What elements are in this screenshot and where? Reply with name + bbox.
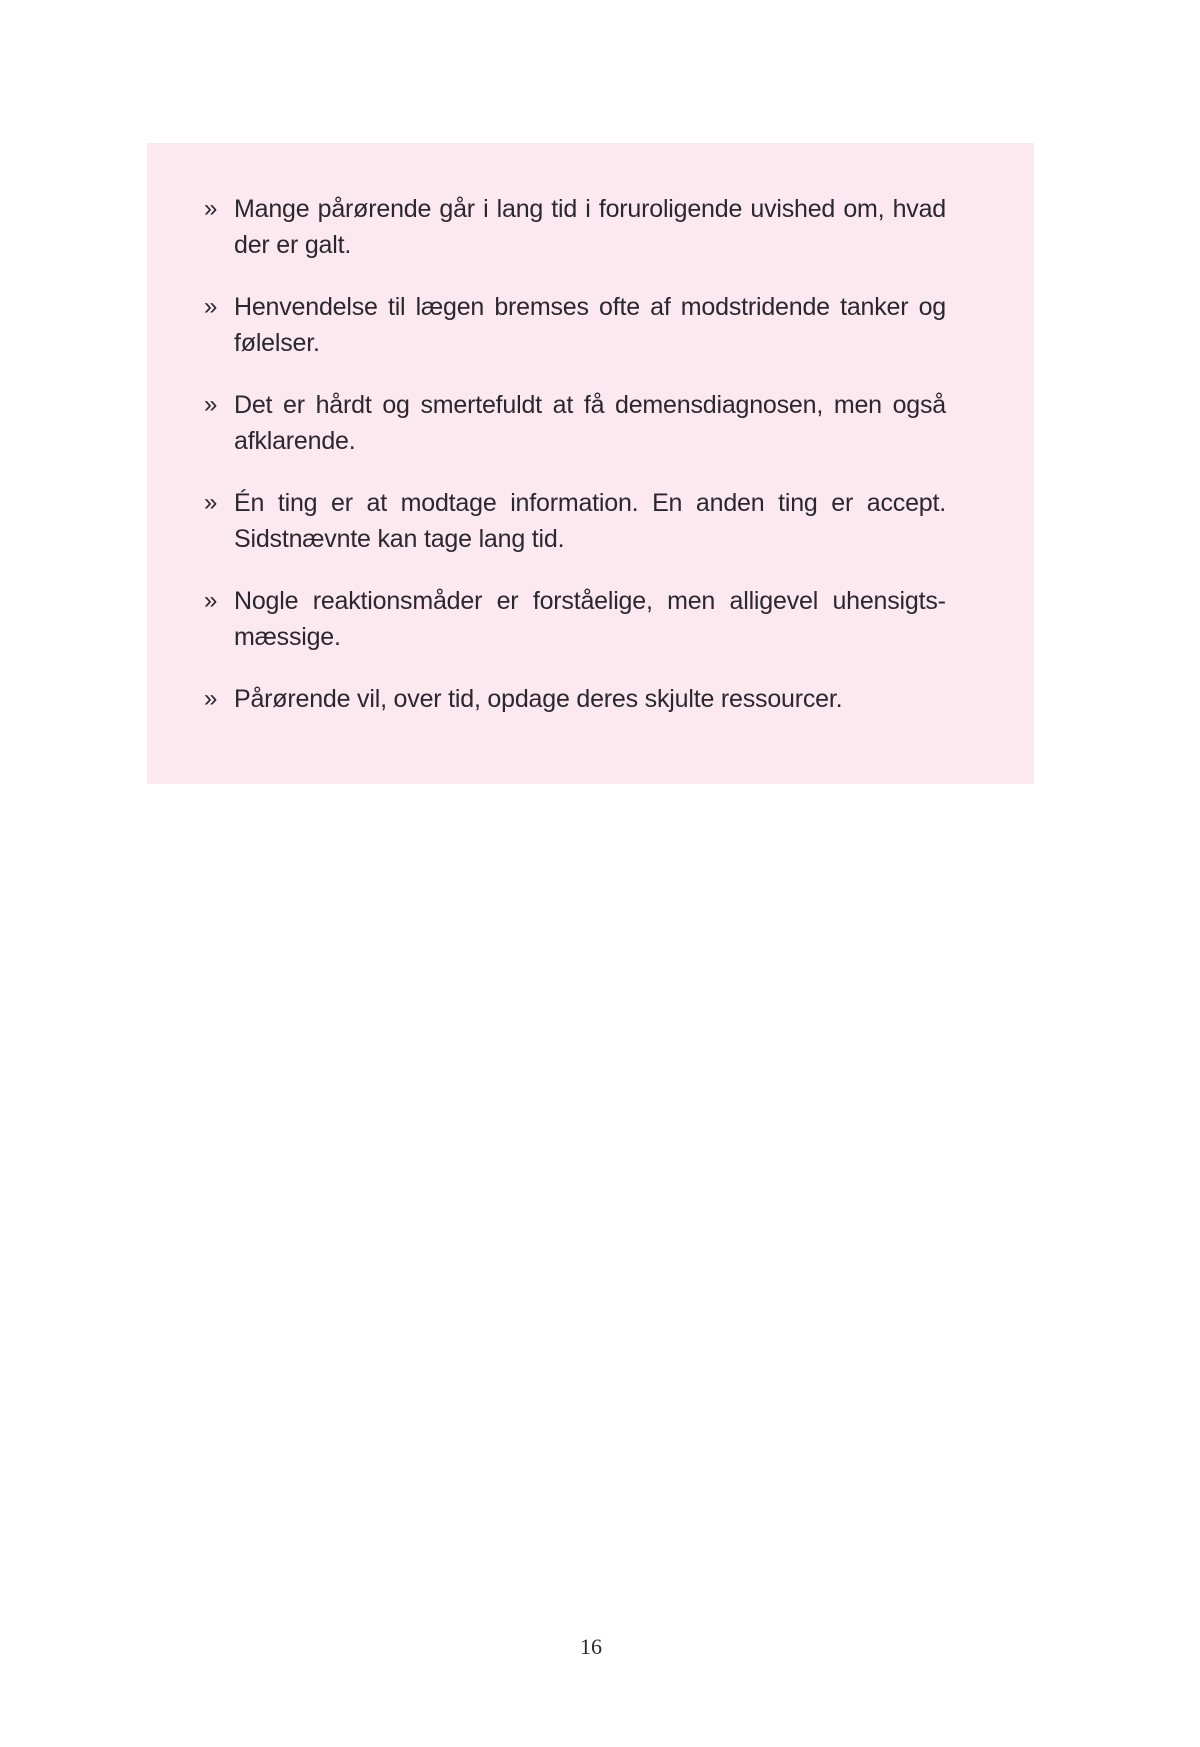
callout-box: [147, 143, 1034, 784]
bullet-marker: »: [204, 685, 218, 712]
bullet-text: Henvendelse til lægen bremses ofte af modstridende tanker og følelser.: [234, 293, 946, 357]
bullet-text: Det er hårdt og smertefuldt at få demensdiagnosen, men også afklarende.: [234, 391, 946, 455]
bullet-marker: »: [204, 587, 218, 614]
bullet-marker: »: [204, 293, 218, 320]
bullet-marker: »: [204, 489, 218, 516]
bullet-item: [204, 485, 946, 557]
bullet-item: [204, 387, 946, 459]
bullet-item: [204, 681, 946, 717]
bullet-item: [204, 289, 946, 361]
bullet-list: [204, 191, 946, 717]
bullet-item: [204, 191, 946, 263]
bullet-text: Nogle reaktionsmåder er forståelige, men alligevel uhensigtsmæssige.: [234, 587, 946, 651]
bullet-item: [204, 583, 946, 655]
bullet-marker: »: [204, 195, 218, 222]
bullet-text: Pårørende vil, over tid, opdage deres skjulte ressourcer.: [234, 685, 843, 713]
page-number: 16: [580, 1634, 602, 1659]
bullet-text: Én ting er at modtage information. En anden ting er accept. Sidstnævnte kan tage lang tid.: [234, 489, 946, 553]
bullet-marker: »: [204, 391, 218, 418]
bullet-text: Mange pårørende går i lang tid i foruroligende uvished om, hvad der er galt.: [234, 195, 946, 259]
